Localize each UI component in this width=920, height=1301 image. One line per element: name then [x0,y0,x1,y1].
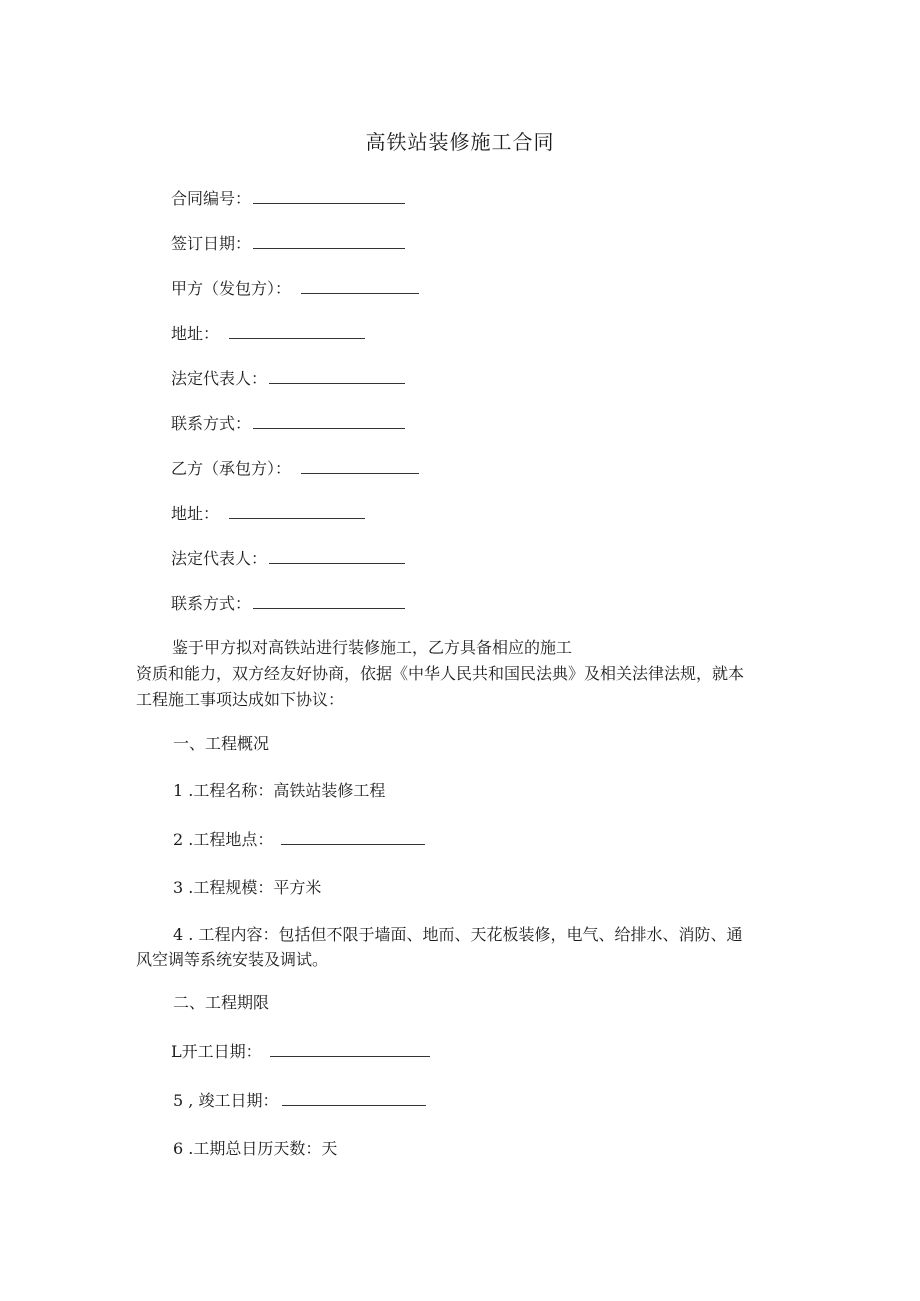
section-1-item-2-line [173,829,425,851]
preamble-paragraph [136,635,788,713]
party-a-label: 甲方（发包方）： [171,279,292,298]
document-title: 高铁站装修施工合同 [365,130,555,154]
party-b-address-line [171,503,365,525]
sign-date-label: 签订日期： [171,234,252,253]
party-a-line [171,278,419,300]
party-a-contact-label: 联系方式： [171,414,252,433]
contract-no-label: 合同编号： [171,189,252,208]
party-b-label: 乙方（承包方）： [171,459,292,478]
party-b-rep-blank [269,549,405,564]
party-a-address-label: 地址： [171,324,220,343]
section-1-item-2-label: 2 .工程地点： [173,830,274,849]
party-a-address-blank [229,324,365,339]
section-1-heading: 一、工程概况 [173,734,270,753]
party-b-contact-line [171,593,405,615]
start-date-blank [270,1042,430,1057]
section-1-item-1: 1 .工程名称：高铁站装修工程 [173,781,386,800]
preamble-line-2: 资质和能力，双方经友好协商，依据《中华人民共和国民法典》及相关法律法规，就本 [136,664,745,683]
section-1-item-4-line-2: 风空调等系统安装及调试。 [136,950,329,969]
party-a-rep-line [171,368,405,390]
party-b-blank [301,459,419,474]
party-a-contact-line [171,413,405,435]
party-b-contact-blank [253,594,405,609]
party-b-contact-label: 联系方式： [171,594,252,613]
section-1-item-3: 3 .工程规模：平方米 [173,878,322,897]
sign-date-blank [253,234,405,249]
party-a-rep-blank [269,369,405,384]
party-a-contact-blank [253,414,405,429]
preamble-line-1: 鉴于甲方拟对高铁站进行装修施工，乙方具备相应的施工 [172,638,573,657]
section-2-item-3: 6 .工期总日历天数：天 [173,1139,338,1158]
preamble-line-3: 工程施工事项达成如下协议： [136,690,345,709]
section-2-item-1-line [171,1041,430,1063]
section-2-item-2-label: 5 , 竣工日期： [173,1091,279,1110]
section-1-item-4-line-1: 4 . 工程内容：包括但不限于墙面、地而、天花板装修，电气、给排水、消防、通 [173,925,743,944]
completion-date-blank [282,1091,426,1106]
party-b-line [171,458,419,480]
section-2-heading: 二、工程期限 [173,993,270,1012]
party-b-rep-line [171,548,405,570]
party-b-rep-label: 法定代表人： [171,549,268,568]
section-2-item-2-line [173,1090,426,1112]
section-1-item-4 [136,922,788,972]
contract-no-blank [253,189,405,204]
party-a-blank [301,279,419,294]
party-b-address-label: 地址： [171,504,220,523]
contract-no-line [171,188,405,210]
party-a-rep-label: 法定代表人： [171,369,268,388]
sign-date-line [171,233,405,255]
party-a-address-line [171,323,365,345]
section-2-item-1-label: L开工日期： [171,1042,262,1061]
party-b-address-blank [229,504,365,519]
project-location-blank [281,830,425,845]
